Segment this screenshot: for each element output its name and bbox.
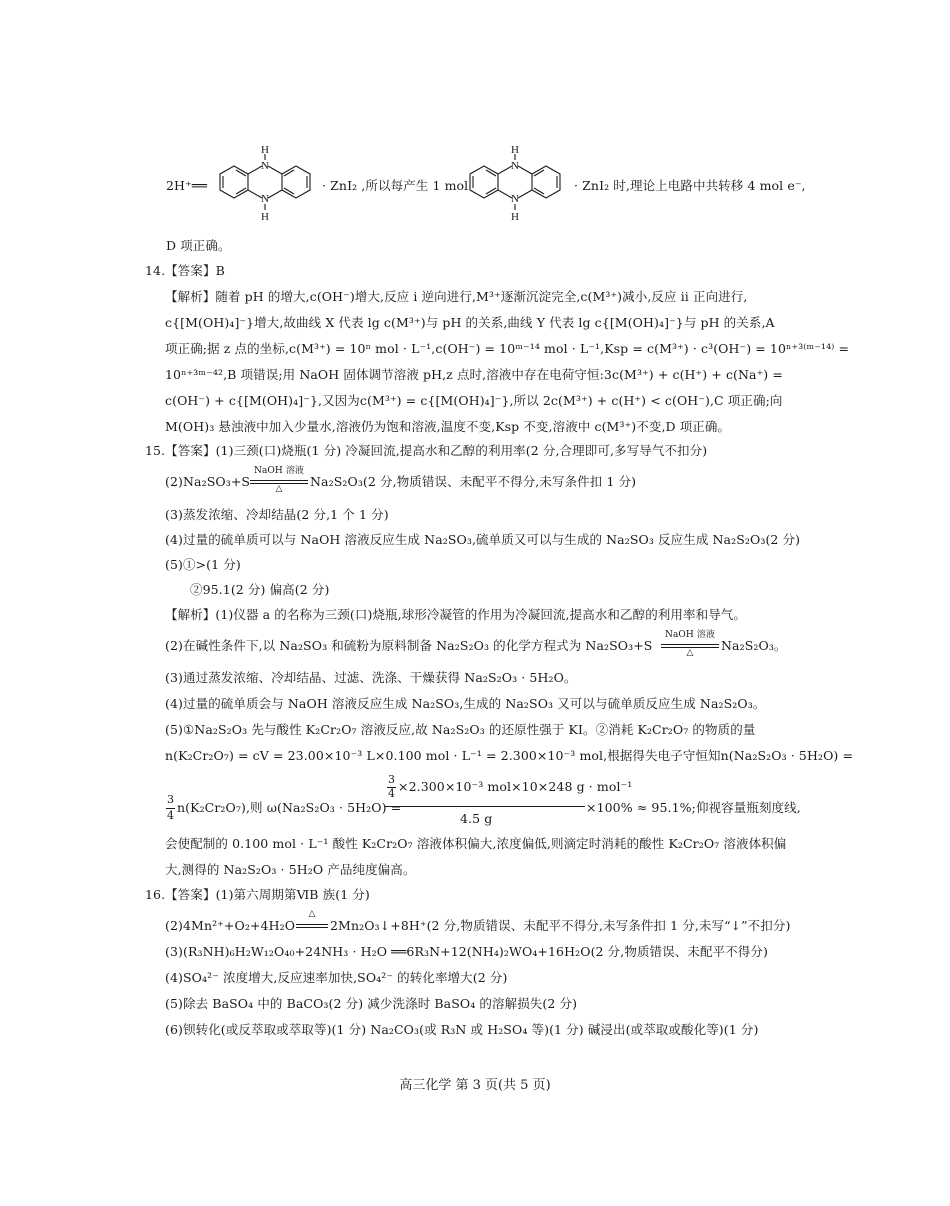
q15-analysis-5c-right: ×100% ≈ 95.1%;仰视容量瓶刻度线, (586, 800, 801, 815)
q15-a2-left: (2)Na₂SO₃+S (165, 474, 251, 489)
q15-a2-condition-top: NaOH 溶液 (253, 466, 305, 476)
n-label: N (261, 193, 269, 205)
q14-answer: 14.【答案】B (145, 263, 225, 278)
page-footer: 高三化学 第 3 页(共 5 页) (399, 1078, 551, 1093)
q15-p2-condition-bottom: △ (686, 648, 694, 658)
d-correct-line: D 项正确。 (166, 238, 231, 253)
double-arrow-line (250, 480, 308, 481)
frac-3-4-numerator: 3 (167, 793, 175, 806)
q15-analysis-2-left: (2)在碱性条件下,以 Na₂SO₃ 和硫粉为原料制备 Na₂S₂O₃ 的化学方程式为 Na₂SO₃+S (165, 638, 653, 653)
end-text: · ZnI₂ 时,理论上电路中共转移 4 mol e⁻, (574, 178, 806, 193)
q15-a4: (4)过量的硫单质可以与 NaOH 溶液反应生成 Na₂SO₃,硫单质又可以与生成的 Na₂SO₃ 反应生成 Na₂S₂O₃(2 分) (165, 532, 801, 547)
h-label: H (511, 211, 519, 223)
double-arrow-line (296, 924, 328, 925)
q15-analysis-5d: 会使配制的 0.100 mol · L⁻¹ 酸性 K₂Cr₂O₇ 溶液体积偏大,浓度偏低,则滴定时消耗的酸性 K₂Cr₂O₇ 溶液体积偏 (165, 836, 787, 851)
q15-analysis-3: (3)通过蒸发浓缩、冷却结晶、过滤、洗涤、干燥获得 Na₂S₂O₃ · 5H₂O。 (165, 670, 577, 685)
q14-line: c{[M(OH)₄]⁻}增大,故曲线 X 代表 lg c(M³⁺)与 pH 的关系,曲线 Y 代表 lg c{[M(OH)₄]⁻}与 pH 的关系,A (165, 315, 775, 330)
eq-left-text: 2H⁺══ (166, 178, 208, 193)
q16-a3: (3)(R₃NH)₆H₂W₁₂O₄₀+24NH₃ · H₂O ══6R₃N+12(NH₄)₂WO₄+16H₂O(2 分,物质错误、未配平不得分) (165, 944, 768, 959)
q14-line: 10ⁿ⁺³ᵐ⁻⁴²,B 项错误;用 NaOH 固体调节溶液 pH,z 点时,溶液中存在电荷守恒:3c(M³⁺) + c(H⁺) + c(Na⁺) = (165, 367, 783, 382)
q15-answer: 15.【答案】(1)三颈(口)烧瓶(1 分) 冷凝回流,提高水和乙醇的利用率(2 分,合理即可,多写导气不扣分) (145, 443, 708, 458)
q16-a4: (4)SO₄²⁻ 浓度增大,反应速率加快,SO₄²⁻ 的转化率增大(2 分) (165, 970, 508, 985)
q15-analysis-5e: 大,测得的 Na₂S₂O₃ · 5H₂O 产品纯度偏高。 (165, 862, 416, 877)
double-arrow-line (296, 927, 328, 928)
q15-analysis-1: 【解析】(1)仪器 a 的名称为三颈(口)烧瓶,球形冷凝管的作用为冷凝回流,提高水和乙醇的利用率和导气。 (165, 607, 747, 622)
n-label: N (511, 160, 519, 172)
h-label: H (261, 211, 269, 223)
q16-a5: (5)除去 BaSO₄ 中的 BaCO₃(2 分) 减少洗涤时 BaSO₄ 的溶解损失(2 分) (165, 996, 578, 1011)
q15-analysis-5a: (5)①Na₂S₂O₃ 先与酸性 K₂Cr₂O₇ 溶液反应,故 Na₂S₂O₃ 的还原性强于 KI。②消耗 K₂Cr₂O₇ 的物质的量 (165, 722, 756, 737)
q15-analysis-5b: n(K₂Cr₂O₇) = cV = 23.00×10⁻³ L×0.100 mol · L⁻¹ = 2.300×10⁻³ mol,根据得失电子守恒知n(Na₂S₂O₃ · 5H₂O) = (165, 748, 854, 763)
h-label: H (261, 144, 269, 156)
n-label: N (261, 160, 269, 172)
q15-a3: (3)蒸发浓缩、冷却结晶(2 分,1 个 1 分) (165, 507, 389, 522)
fraction-bar (385, 806, 585, 807)
frac-big-denominator: 4.5 g (460, 811, 493, 826)
n-label: N (511, 193, 519, 205)
frac-big-num-b: 4 (388, 787, 396, 800)
q16-a6: (6)钡转化(或反萃取或萃取等)(1 分) Na₂CO₃(或 R₃N 或 H₂SO₄ 等)(1 分) 碱浸出(或萃取或酸化等)(1 分) (165, 1022, 759, 1037)
q15-p2-condition-top: NaOH 溶液 (664, 630, 716, 640)
double-arrow-line (661, 644, 719, 645)
q14-line: M(OH)₃ 悬浊液中加入少量水,溶液仍为饱和溶液,温度不变,Ksp 不变,溶液中 c(M³⁺)不变,D 项正确。 (165, 419, 731, 434)
h-label: H (511, 144, 519, 156)
q16-a2-left: (2)4Mn²⁺+O₂+4H₂O (165, 918, 296, 933)
dihydrophenazine-structure-1 (212, 144, 324, 224)
q16-a2-right: 2Mn₂O₃↓+8H⁺(2 分,物质错误、未配平不得分,未写条件扣 1 分,未写“↓”不扣分) (330, 918, 791, 933)
q16-answer: 16.【答案】(1)第六周期第ⅥB 族(1 分) (145, 887, 370, 902)
q15-a5a: (5)①>(1 分) (165, 557, 241, 572)
q15-analysis-2-right: Na₂S₂O₃。 (721, 638, 787, 653)
frac-big-numerator: ×2.300×10⁻³ mol×10×248 g · mol⁻¹ (398, 779, 633, 794)
q14-line: c(OH⁻) + c{[M(OH)₄]⁻},又因为c(M³⁺) = c{[M(OH)₄]⁻},所以 2c(M³⁺) + c(H⁺) < c(OH⁻),C 项正确;向 (165, 393, 783, 408)
mid-text: · ZnI₂ ,所以每产生 1 mol (322, 178, 469, 193)
q16-a2-condition: △ (308, 909, 316, 919)
q15-a2-right: Na₂S₂O₃(2 分,物质错误、未配平不得分,未写条件扣 1 分) (310, 474, 637, 489)
q15-a5b: ②95.1(2 分) 偏高(2 分) (190, 582, 330, 597)
q15-analysis-4: (4)过量的硫单质会与 NaOH 溶液反应生成 Na₂SO₃,生成的 Na₂SO₃ 又可以与硫单质反应生成 Na₂S₂O₃。 (165, 696, 766, 711)
frac-big-num-a: 3 (388, 773, 396, 786)
dihydrophenazine-structure-2 (462, 144, 574, 224)
q14-line: 【解析】随着 pH 的增大,c(OH⁻)增大,反应 i 逆向进行,M³⁺逐渐沉淀完全,c(M³⁺)减小,反应 ii 正向进行, (165, 289, 748, 304)
q15-analysis-5c-mid: n(K₂Cr₂O₇),则 ω(Na₂S₂O₃ · 5H₂O) = (177, 800, 402, 815)
q15-a2-condition-bottom: △ (275, 484, 283, 494)
q14-line: 项正确;据 z 点的坐标,c(M³⁺) = 10ⁿ mol · L⁻¹,c(OH⁻) = 10ᵐ⁻¹⁴ mol · L⁻¹,Ksp = c(M³⁺) · c³(OH⁻) = 10ⁿ⁺³⁽ᵐ⁻¹⁴⁾ = (165, 341, 850, 356)
frac-3-4-denominator: 4 (167, 809, 175, 822)
